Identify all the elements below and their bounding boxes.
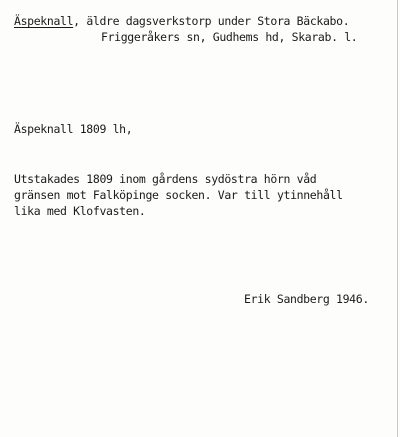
card-edge (397, 0, 398, 437)
signature: Erik Sandberg 1946. (244, 292, 369, 306)
header-line-1 (14, 14, 349, 28)
header-line-2: Friggeråkers sn, Gudhems hd, Skarab. l. (101, 30, 358, 44)
body-line-3: lika med Klofvasten. (14, 204, 146, 218)
header-description: , äldre dagsverkstorp under Stora Bäckabo. (73, 14, 350, 28)
body-line-2: gränsen mot Falköpinge socken. Var till ytinnehåll (14, 188, 343, 202)
body-line-1: Utstakades 1809 inom gårdens sydöstra hörn våd (14, 172, 317, 186)
headword: Äspeknall (14, 14, 74, 28)
dated-line: Äspeknall 1809 lh, (14, 122, 133, 136)
